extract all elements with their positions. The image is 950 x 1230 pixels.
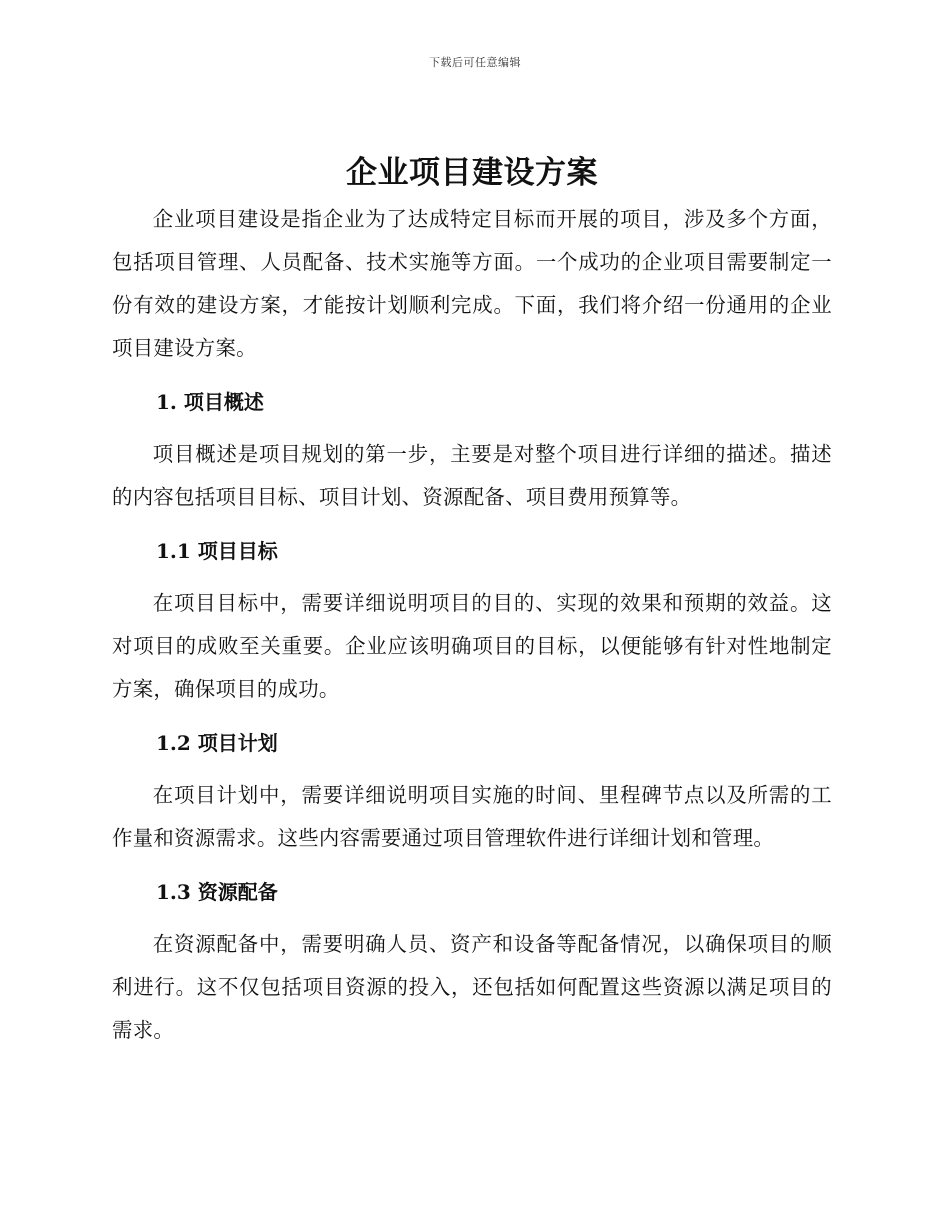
document-body [112,148,832,1052]
section-body-goals: 在项目目标中，需要详细说明项目的目的、实现的效果和预期的效益。这对项目的成败至关重要。企业应该明确项目的目标，以便能够有针对性地制定方案，确保项目的成功。 [112,591,832,701]
spacer [112,914,832,923]
section-body-resources: 在资源配备中，需要明确人员、资产和设备等配备情况，以确保项目的顺利进行。这不仅包括项目资源的投入，还包括如何配置这些资源以满足项目的需求。 [112,932,832,1042]
spacer [112,860,832,871]
document-title: 企业项目建设方案 [346,155,598,191]
section-heading-plan: 1.2 项目计划 [156,731,278,755]
page-header-note: 下载后可任意编辑 [429,56,521,69]
intro-paragraph: 企业项目建设是指企业为了达成特定目标而开展的项目，涉及多个方面，包括项目管理、人员配备、技术实施等方面。一个成功的企业项目需要制定一份有效的建设方案，才能按计划顺利完成。下面，我们将介绍一份通用的企业项目建设方案。 [112,207,832,360]
spacer [112,370,832,381]
spacer [112,519,832,530]
spacer [112,711,832,722]
section-body-overview: 项目概述是项目规划的第一步，主要是对整个项目进行详细的描述。描述的内容包括项目目标、项目计划、资源配备、项目费用预算等。 [112,442,832,509]
section-heading-overview: 1. 项目概述 [156,390,264,414]
section-heading-goals: 1.1 项目目标 [156,539,278,563]
spacer [112,424,832,433]
spacer [112,573,832,582]
spacer [112,765,832,774]
section-body-plan: 在项目计划中，需要详细说明项目实施的时间、里程碑节点以及所需的工作量和资源需求。这些内容需要通过项目管理软件进行详细计划和管理。 [112,783,832,850]
section-heading-resources: 1.3 资源配备 [156,880,278,904]
